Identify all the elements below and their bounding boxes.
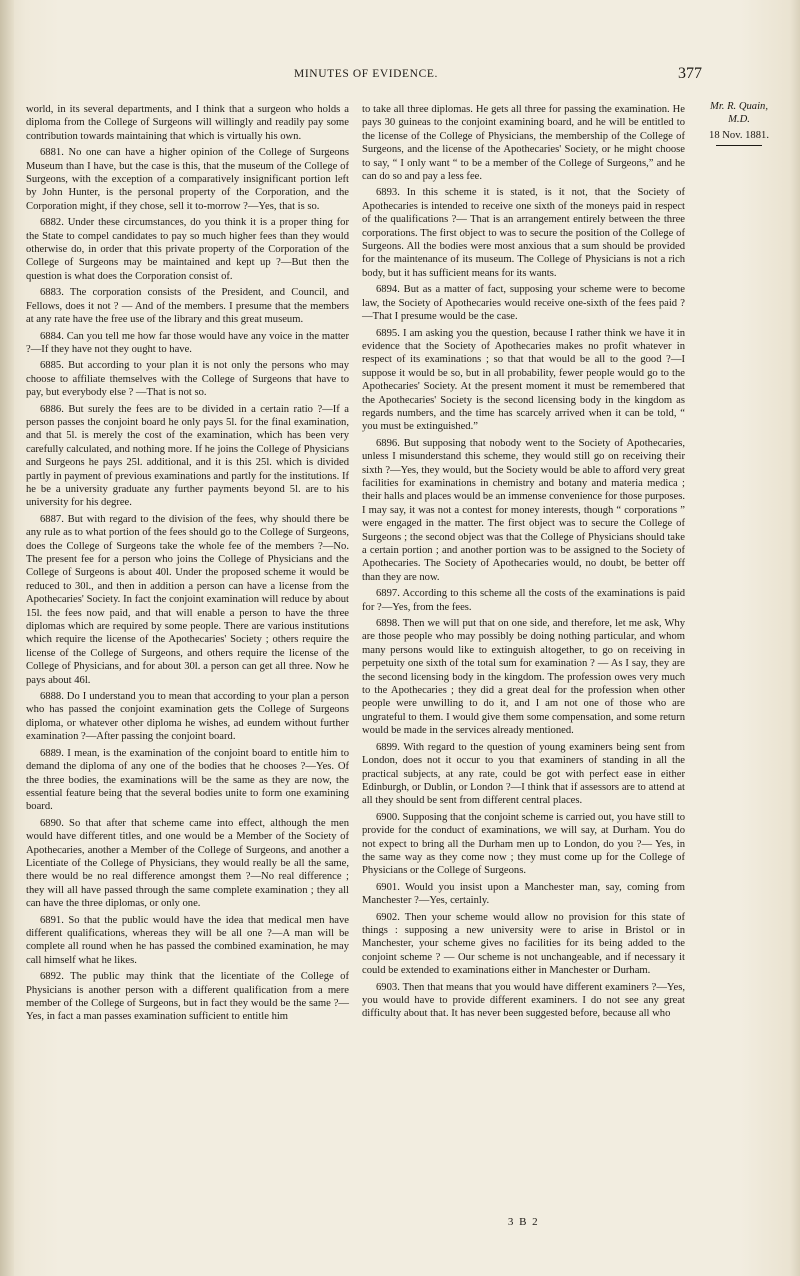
running-header xyxy=(30,65,702,88)
paragraph: 6899. With regard to the question of young examiners being sent from London, does not it occur to you that examiners of standing in all the practical subjects, at any rate, could be got with perfect ease in either Edinburgh, or Dublin, or London ?—I think that if assessors are to attend at all they should be sent from different central places. xyxy=(362,741,685,807)
divider xyxy=(716,145,762,146)
paragraph: 6881. No one can have a higher opinion of the College of Surgeons Museum than I have, but the case is this, that the museum of the College of Surgeons, with the exception of a comparatively insignificant portion left by John Hunter, is the personal property of the Corporation, and the Corporation might, if they chose, sell it to-morrow ?—Yes, that is so. xyxy=(26,147,349,212)
paragraph: 6890. So that after that scheme came into effect, although the men would have different titles, and one would be a Member of the Society of Apothecaries, another a Member of the College of Surgeons, and another a Licentiate of the College of Physicians, they would really be all the same, there would be no real difference amongst them ?—No real difference ; they will all have passed through the same complete examination ; they all can have the three diplomas, or only one. xyxy=(26,817,349,910)
paragraph: 6887. But with regard to the division of the fees, why should there be any rule as to what portion of the fees should go to the College of Surgeons, does the College of Surgeons take the whole fee of the members ?—No. The present fee for a person who joins the College of Physicians and the College of Surgeons is about 40l. Under the proposed scheme it would be reduced to 30l., and then in addition a person can have a license from the Apothecaries' Society. In fact the conjoint examination will reduce by about 15l. the fees now paid, and that will enable a person to have the three diplomas which are required by some people. There are various institutions which require the license of the Apothecaries' Society ; others require the license of the College of Surgeons, and others require the license of the College of Physicians, and for about 30l. a person can get all three. Now he pays about 46l. xyxy=(26,513,349,686)
paragraph: 6901. Would you insist upon a Manchester man, say, coming from Manchester ?—Yes, certainly. xyxy=(362,881,685,907)
paragraph: 6895. I am asking you the question, because I rather think we have it in evidence that the Society of Apothecaries makes no profit whatever in respect of its examinations ; so that that would be all to the good ?—I suppose it would be so, but in all probability, fewer people would go to the Apothecaries' Society. At the present moment it must be remembered that the Apothecaries' Society is the second licensing body in the kingdom as regards numbers, and the time has scarcely arrived when it can be told, “ you must be extinguished.” xyxy=(362,327,685,433)
paragraph: 6896. But supposing that nobody went to the Society of Apothecaries, unless I misunderstand this scheme, they would still go on receiving their sixth ?—Yes, they would, but the Society would be able to afford very great facilities for examinations in chemistry and botany and materia medica ; their halls and places would be an immense convenience for those purposes. I may say, it was not a contest for money interests, though “ corporations ” were engaged in the matter. The first object was to secure the College of Surgeons ; the second object was that the College of Physicians should take a certain portion ; and another portion was to be assigned to the Society of Apothecaries. The Society of Apothecaries would, no doubt, be better off than they are now. xyxy=(362,437,686,583)
paragraph: 6884. Can you tell me how far those would have any voice in the matter ?—If they have not they ought to have. xyxy=(26,330,349,355)
paragraph: world, in its several departments, and I think that a surgeon who holds a diploma from the College of Surgeons will willingly and readily pay some contribution towards maintaining that which is virtually his own. xyxy=(26,104,349,142)
paragraph: 6889. I mean, is the examination of the conjoint board to entitle him to demand the diploma of any one of the bodies that he chooses ?—Yes. Of the three bodies, the examinations will be the same as they are now, the essential feature being that the several bodies unite to form one examining board. xyxy=(26,747,349,813)
paragraph: 6897. According to this scheme all the costs of the examinations is paid for ?—Yes, from the fees. xyxy=(362,588,685,613)
left-column xyxy=(26,103,349,1027)
paragraph: 6900. Supposing that the conjoint scheme is carried out, you have still to provide for the conduct of examinations, we will say, at Durham. You do not expect to bring all the Durham men up to London, do you ?— Yes, in the same way as they come now ; they must come up for the College of Physicians or the College of Surgeons. xyxy=(362,811,685,877)
hearing-date: 18 Nov. 1881. xyxy=(709,129,769,141)
paragraph: to take all three diplomas. He gets all three for passing the examination. He pays 30 guineas to the conjoint examining board, and he will be entitled to the license of the College of Physicians, the membership of the College of Surgeons, and the license of the Apothecaries' Society, or he might choose to say, “ I only want “ to be a member of the College of Surgeons,” and he can do so and pay a less fee. xyxy=(362,104,685,183)
paragraph: 6903. Then that means that you would have different examiners ?—Yes, you would have to provide different examiners. I do not see any great difficulty about that. It has never been suggested before, because all who xyxy=(362,981,685,1020)
paragraph: 6893. In this scheme it is stated, is it not, that the Society of Apothecaries is intended to receive one sixth of the moneys paid in respect of the qualifications ?— That is an arrangement entirely between the three corporations. The first object to was to secure the position of the College of Surgeons. All the bodies were most anxious that a sum should be provided for the maintenance of its museum. The College of Physicians is not a rich body, but it has sufficient means for its wants. xyxy=(362,187,685,279)
paragraph: 6883. The corporation consists of the President, and Council, and Fellows, does it not ? — And of the members. I presume that the members at any rate have the free use of the library and this great museum. xyxy=(26,287,349,326)
page-edge xyxy=(0,0,14,1276)
paragraph: 6898. Then we will put that on one side, and therefore, let me ask, Why are those people who may possibly be doing nothing particular, and whom many persons would like to extinguish altogether, to go on receiving in perpetuity one sixth of the total sum for examination ? — As I say, they are the second licensing body in the kingdom. The profession owes very much to the Apothecaries ; they did a great deal for the profession when other people were unwilling to do it, and I am not one of those who are ungrateful to them. I would give them some compensation, and some return would be made in the services already mentioned. xyxy=(362,618,685,737)
paragraph: 6891. So that the public would have the idea that medical men have different qualifications, whereas they will be all one ?—A man will be complete all round when he has passed the combined examination, he may call himself what he likes. xyxy=(26,914,349,966)
paragraph: 6888. Do I understand you to mean that according to your plan a person who has passed the conjoint examination gets the College of Surgeons diploma, or whatever other diploma he wishes, ad eundem without further examination ?—After passing the conjoint board. xyxy=(26,691,349,743)
page-number: 377 xyxy=(678,65,702,82)
header-title: MINUTES OF EVIDENCE. xyxy=(294,68,438,80)
witness-name: Mr. R. Quain, M.D. xyxy=(710,101,768,126)
margin-note xyxy=(704,100,774,146)
paragraph: 6886. But surely the fees are to be divided in a certain ratio ?—If a person passes the conjoint board he only pays 5l. for the final examination, and that 5l. is merely the cost of the examination, which has been very carefully calculated, and nothing more. If he joins the College of Physicians and Surgeons he pays 25l. additional, and it is this 25l. which is divided partly in payment of previous examinations and partly for the institutions. If he be a university graduate any further payments beyond 5l. are to his university for his degree. xyxy=(26,403,349,509)
paragraph: 6885. But according to your plan it is not only the persons who may choose to affiliate themselves with the College of Surgeons that have to pay, but everybody else ? —That is not so. xyxy=(26,360,349,399)
signature-mark: 3 B 2 xyxy=(507,1216,540,1228)
paragraph: 6882. Under these circumstances, do you think it is a proper thing for the State to compel candidates to pay so much higher fees than they would otherwise do, in order that this private property of the Corporation of the College of Surgeons may be maintained and kept up ?—But then the question is what does the Corporation consist of. xyxy=(26,217,349,282)
paragraph: 6894. But as a matter of fact, supposing your scheme were to become law, the Society of Apothecaries would receive one-sixth of the fees paid ?—That I presume would be the case. xyxy=(362,284,685,323)
paragraph: 6902. Then your scheme would allow no provision for this state of things : supposing a new university were to arise in Bristol or in Manchester, your scheme gives no facilities for its being added to the conjoint scheme ? — Our scheme is not unchangeable, and if necessary it could be extended to examinations either in Manchester or Durham. xyxy=(362,911,685,977)
paragraph: 6892. The public may think that the licentiate of the College of Physicians is another person with a different qualification from a mere member of the College of Surgeons, but in fact they would be the same ?—Yes, in fact a man passes examination sufficient to entitle him xyxy=(26,971,349,1023)
right-column xyxy=(362,103,685,1024)
